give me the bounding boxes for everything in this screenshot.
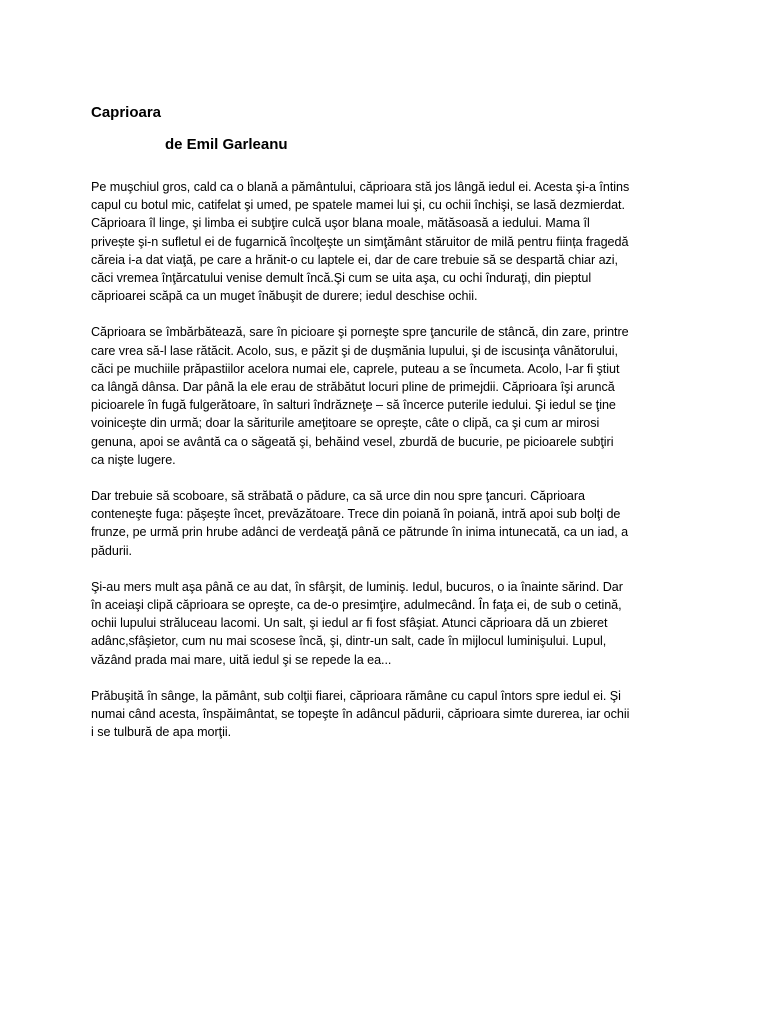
document-author: de Emil Garleanu <box>165 136 288 153</box>
paragraph-1: Pe muşchiul gros, cald ca o blană a pământului, căprioara stă jos lângă iedul ei. Acesta şi-a întins capul cu botul mic, catifelat şi umed, pe spatele mamei lui şi, cu ochii închişi, se lasă dezmierdat. Căprioara îl linge, şi limba ei subţire culcă uşor blana moale, mătăsoasă a iedului. Mama îl privește şi-n sufletul ei de fugarnică încolţeşte un simţământ stăruitor de milă pentru ființa fragedă căreia i-a dat viaţă, pe care a hrănit-o cu laptele ei, dar de care trebuie să se despartă chiar azi, căci vremea înţărcatului venise demult încă.Şi cum se uita aşa, cu ochi înduraţi, din pieptul căprioarei scăpă ca un muget înăbuşit de durere; iedul deschise ochii. <box>91 180 630 304</box>
document-title: Caprioara <box>91 104 162 121</box>
paragraph-4: Şi-au mers mult aşa până ce au dat, în sfârşit, de luminiş. Iedul, bucuros, o ia înainte sărind. Dar în aceiaşi clipă căprioara se opreşte, ca de-o presimţire, adulmecând. În faţa ei, de sub o cetină, ochii lupului străluceau lacomi. Un salt, şi iedul ar fi fost sfâşiat. Atunci căprioara dă un zbieret adânc,sfâşietor, cum nu mai scosese încă, şi, dintr-un salt, cade în mijlocul luminişului. Lupul, văzând prada mai mare, uită iedul şi se repede la ea... <box>91 579 623 667</box>
paragraph-3: Dar trebuie să scoboare, să străbată o pădure, ca să urce din nou spre ţancuri. Căprioara conteneşte fuga: păşeşte încet, prevăzătoare. Trece din poiană în poiană, intră apoi sub bolţi de frunze, pe urmă prin hrube adânci de verdeaţă până ce pătrunde în inima intunecată, ca un iad, a pădurii. <box>91 489 629 558</box>
document-body <box>91 178 691 759</box>
paragraph-2: Căprioara se îmbărbătează, sare în picioare şi porneşte spre ţancurile de stâncă, din zare, printre care vrea să-l lase rătăcit. Acolo, sus, e păzit şi de duşmănia lupului, şi de iscusinţa vânătorului, căci pe muchiile prăpastiilor acelora numai ele, caprele, puteau a se încumeta. Acolo, l-ar fi ştiut ca lângă dânsa. Dar până la ele erau de străbătut locuri pline de primejdii. Căprioara îşi aruncă picioarele în fugă fulgerătoare, în salturi îndrăzneţe – să încerce puterile iedului. Şi iedul se ţine voiniceşte din urmă; doar la săriturile ameţitoare se opreşte, câte o clipă, ca şi cum ar mirosi genuna, apoi se avântă ca o săgeată şi, behăind vesel, zburdă de bucurie, pe picioarele subţiri ca nişte lugere. <box>91 325 629 467</box>
paragraph-5: Prăbuşită în sânge, la pământ, sub colţii fiarei, căprioara rămâne cu capul întors spre iedul ei. Şi numai când acesta, înspăimântat, se topeşte în adâncul pădurii, căprioara simte durerea, iar ochii i se tulbură de apa morţii. <box>91 688 630 740</box>
